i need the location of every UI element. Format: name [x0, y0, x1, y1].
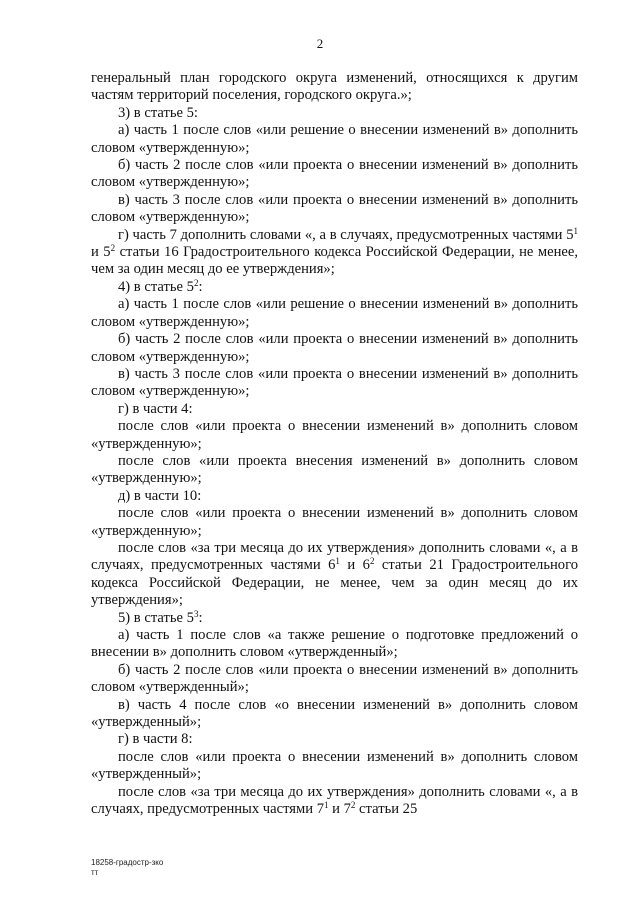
- text-segment: г) часть 7 дополнить словами «, а в случаях, предусмотренных частями 5: [118, 226, 574, 243]
- superscript: 1: [324, 800, 329, 811]
- paragraph: а) часть 1 после слов «или решение о внесении изменений в» дополнить словом «утвержденную»;: [91, 122, 578, 156]
- paragraph: [91, 279, 578, 296]
- paragraph: а) часть 1 после слов «или решение о внесении изменений в» дополнить словом «утвержденную»;: [91, 296, 578, 330]
- paragraph: б) часть 2 после слов «или проекта о внесении изменений в» дополнить словом «утвержденный»;: [91, 661, 578, 696]
- paragraph: б) часть 2 после слов «или проекта о внесении изменений в» дополнить словом «утвержденную»;: [91, 331, 578, 365]
- text-segment: и 5: [91, 244, 111, 261]
- footer-initials: тт: [91, 868, 99, 877]
- text-segment: :: [198, 609, 203, 626]
- superscript: 2: [350, 800, 356, 811]
- superscript: 1: [573, 225, 578, 236]
- paragraph: г) в части 4:: [118, 400, 193, 417]
- paragraph: после слов «или проекта внесения изменений в» дополнить словом «утвержденную»;: [91, 452, 578, 487]
- text-segment: :: [198, 278, 203, 295]
- paragraph: б) часть 2 после слов «или проекта о внесении изменений в» дополнить словом «утвержденную»;: [91, 157, 578, 191]
- paragraph: после слов «или проекта о внесении изменений в» дополнить словом «утвержденную»;: [91, 505, 578, 539]
- superscript: 2: [193, 277, 199, 288]
- paragraph: после слов «или проекта о внесении изменений в» дополнить словом «утвержденный»;: [91, 748, 578, 783]
- superscript: 2: [369, 556, 375, 567]
- text-segment: и 6: [339, 557, 370, 574]
- paragraph: в) часть 4 после слов «о внесении изменений в» дополнить словом «утвержденный»;: [91, 696, 578, 731]
- text-segment: после слов «за три месяца до их утверждения» дополнить словами «, а в случаях, предусмотренных частями 6: [91, 539, 578, 574]
- text-segment: статьи 25: [355, 801, 418, 818]
- text-segment: 5) в статье 5: [118, 609, 194, 626]
- paragraph: 3) в статье 5:: [118, 104, 198, 121]
- paragraph: д) в части 10:: [118, 487, 202, 504]
- page-number: 2: [316, 36, 324, 51]
- text-segment: 4) в статье 5: [118, 278, 194, 295]
- text-segment: статьи 16 Градостроительного кодекса Российской Федерации, не менее, чем за один месяц до ее утверждения»;: [91, 244, 578, 278]
- paragraph: в) часть 3 после слов «или проекта о внесении изменений в» дополнить словом «утвержденную»;: [91, 191, 578, 226]
- paragraph: [91, 227, 578, 279]
- paragraph: генеральный план городского округа изменений, относящихся к другим частям территорий поселения, городского округа.»;: [91, 70, 578, 104]
- paragraph: а) часть 1 после слов «а также решение о подготовке предложений о внесении в» дополнить словом «утвержденный»;: [91, 627, 578, 661]
- text-segment: и 7: [328, 801, 351, 818]
- superscript: 2: [110, 243, 116, 254]
- text-segment: статьи 21 Градостроительного кодекса Российской Федерации, не менее, чем за один месяц до их утверждения»;: [91, 557, 578, 609]
- footer-document-code: 18258-градостр-зко: [91, 858, 164, 867]
- footer: [91, 858, 163, 878]
- paragraph: в) часть 3 после слов «или проекта о внесении изменений в» дополнить словом «утвержденную»;: [91, 365, 578, 400]
- paragraph: после слов «или проекта о внесении изменений в» дополнить словом «утвержденную»;: [91, 418, 578, 452]
- paragraph: [91, 610, 578, 627]
- superscript: 1: [335, 556, 340, 567]
- paragraph: г) в части 8:: [118, 731, 193, 748]
- superscript: 3: [193, 608, 199, 619]
- paragraph: [91, 540, 578, 610]
- text-segment: после слов «за три месяца до их утверждения» дополнить словами «, а в случаях, предусмотренных частями 7: [91, 783, 578, 818]
- document-body: [91, 70, 578, 818]
- paragraph: [91, 784, 578, 819]
